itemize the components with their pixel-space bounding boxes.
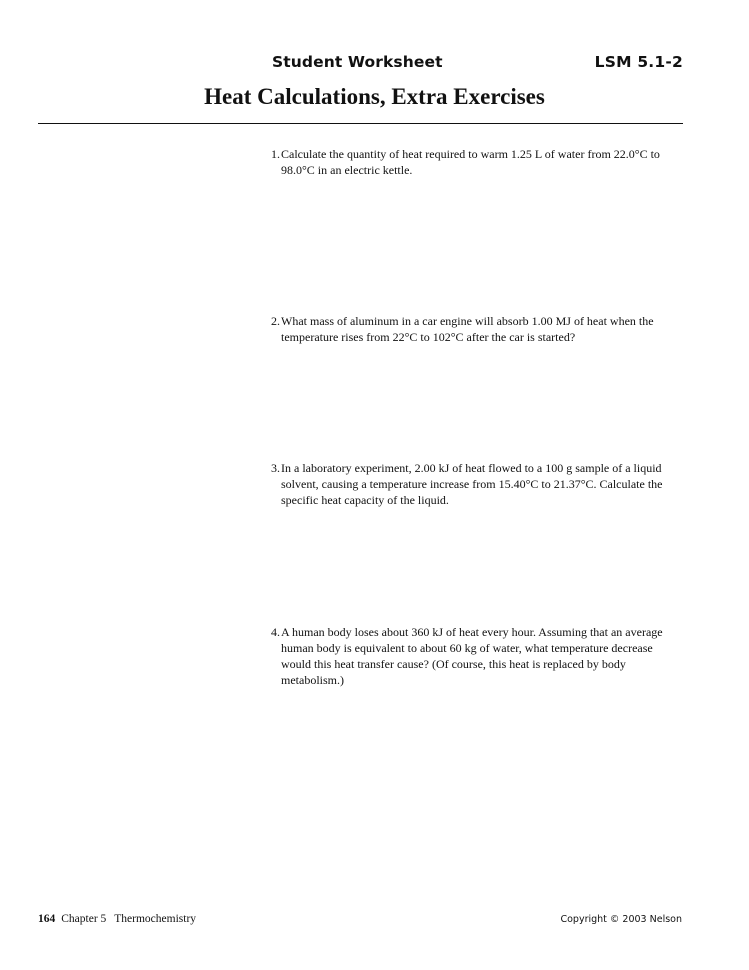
question-text: A human body loses about 360 kJ of heat every hour. Assuming that an average human body is equivalent to about 60 kg of water, what temperature decrease would this heat transfer cause? (Of course, this heat is replaced by body metabolism.) (281, 625, 663, 687)
worksheet-code: LSM 5.1-2 (594, 53, 683, 71)
question-text: What mass of aluminum in a car engine will absorb 1.00 MJ of heat when the temperature rises from 22°C to 102°C after the car is started? (281, 314, 654, 344)
title-divider (38, 123, 683, 124)
question-3 (264, 460, 684, 508)
page-number: 164 (38, 913, 56, 925)
question-4 (264, 624, 684, 688)
question-number: 2. (271, 314, 280, 328)
question-number: 4. (271, 625, 280, 639)
question-text: Calculate the quantity of heat required to warm 1.25 L of water from 22.0°C to 98.0°C in an electric kettle. (281, 147, 660, 177)
question-2 (264, 313, 684, 345)
worksheet-header (272, 53, 683, 75)
worksheet-label: Student Worksheet (272, 53, 443, 71)
question-1 (264, 146, 684, 178)
question-number: 1. (271, 147, 280, 161)
copyright-notice: Copyright © 2003 Nelson (560, 914, 682, 925)
question-text: In a laboratory experiment, 2.00 kJ of heat flowed to a 100 g sample of a liquid solvent, causing a temperature increase from 15.40°C to 21.37°C. Calculate the specific heat capacity of the liquid. (281, 461, 663, 507)
page-title: Heat Calculations, Extra Exercises (204, 84, 545, 109)
page-footer (38, 913, 196, 925)
question-number: 3. (271, 461, 280, 475)
chapter-label: Chapter 5 (61, 913, 107, 925)
chapter-title: Thermochemistry (114, 913, 197, 925)
